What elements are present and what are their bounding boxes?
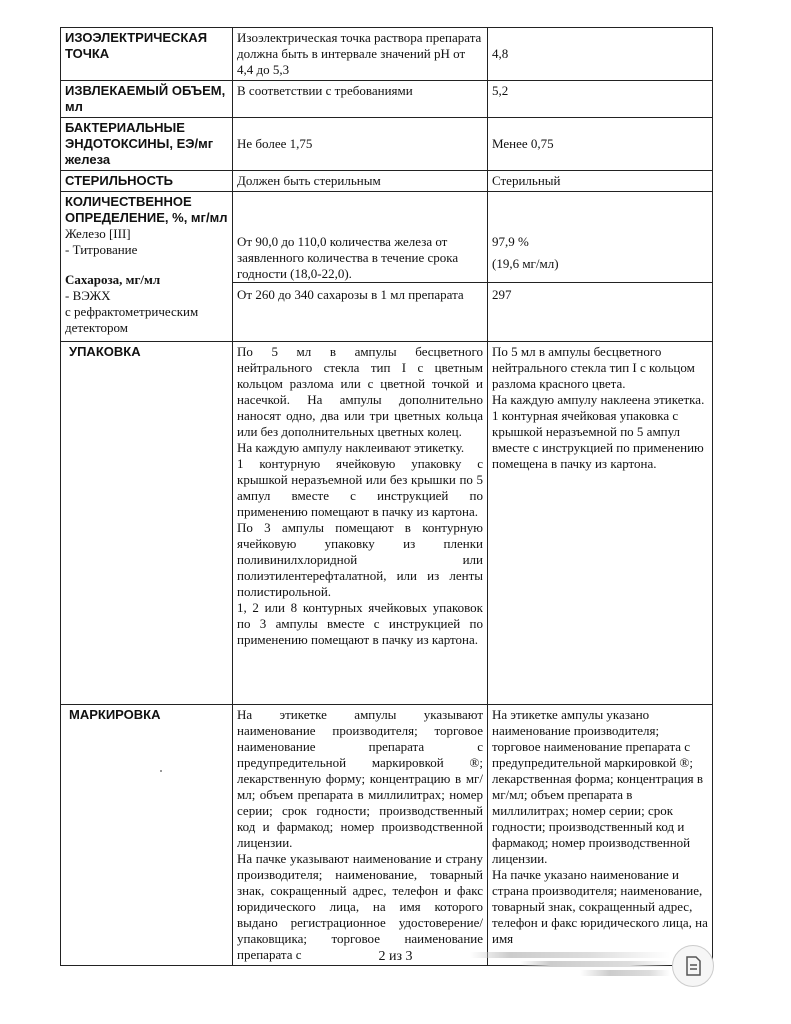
packaging-req-paragraph: 1 контурную ячейковую упаковку с крышкой неразъемной или без крышки по 5 ампул вместе с инструкцией по применению помещают в пачку из картона. [237, 456, 483, 519]
marking-req-paragraph: На пачке указывают наименование и страну производителя; наименование, товарный знак, сокращенный адрес, телефон и факс юридического лица, на имя которого выдано регистрационное удостоверение/упаковщика; торговое наименование препарата с [237, 851, 483, 962]
param-name: ИЗВЛЕКАЕМЫЙ ОБЪЕМ, мл [61, 81, 233, 118]
marking-res-paragraph: На пачке указано наименование и страна производителя; наименование, товарный знак, сокращенный адрес, телефон и факс юридического лица, на имя [492, 867, 708, 946]
param-name [61, 192, 233, 342]
requirement-cell: В соответствии с требованиями [233, 81, 488, 118]
result-cell [488, 342, 713, 705]
packaging-req-paragraph: По 3 ампулы помещают в контурную ячейковую упаковку из пленки поливинилхлоридной или полиэтилентерефталатной, или из ленты полистирольной. [237, 520, 483, 599]
marking-res-paragraph: На этикетке ампулы указано наименование производителя; торговое наименование препарата с предупредительной маркировкой ®; лекарственная форма; концентрация в мг/мл; объем препарата в миллилитрах; номер серии; срок годности; производственный код и фармакод; номер производственной лицензии. [492, 707, 704, 866]
iron-result-percent: 97,9 % [492, 234, 529, 249]
assay-title: КОЛИЧЕСТВЕННОЕ ОПРЕДЕЛЕНИЕ, %, мг/мл [65, 194, 228, 225]
sucrose-label: Сахароза, мг/мл [65, 272, 161, 287]
iron-result-mg: (19,6 мг/мл) [492, 256, 559, 271]
scan-speck [160, 770, 162, 772]
page-number: 2 из 3 [378, 949, 413, 964]
requirement-text: Не более 1,75 [237, 136, 313, 151]
requirement-cell [233, 705, 488, 966]
sucrose-method: - ВЭЖХ [65, 288, 111, 303]
result-cell [488, 118, 713, 171]
param-name: БАКТЕРИАЛЬНЫЕ ЭНДОТОКСИНЫ, ЕЭ/мг железа [61, 118, 233, 171]
marking-req-paragraph: На этикетке ампулы указывают наименование производителя; торговое наименование препарата с предупредительной маркировкой ®; лекарственную форму; концентрацию в мг/мл; объем препарата в миллилитрах; номер серии; срок годности; производственный код и фармакод; номер производственной лицензии. [237, 707, 483, 850]
result-value: Менее 0,75 [492, 136, 554, 151]
row-extractable-volume [61, 81, 713, 118]
param-name: УПАКОВКА [61, 342, 233, 705]
electronic-signature-stamp [470, 952, 670, 976]
row-marking [61, 705, 713, 966]
requirement-cell [233, 118, 488, 171]
requirement-cell [233, 192, 488, 342]
result-cell: 5,2 [488, 81, 713, 118]
row-assay [61, 192, 713, 342]
result-cell [488, 28, 713, 81]
iron-method: - Титрование [65, 242, 138, 257]
requirement-cell: Должен быть стерильным [233, 171, 488, 192]
result-value: 4,8 [492, 46, 509, 61]
packaging-res-paragraph: 1 контурная ячейковая упаковка с крышкой неразъемной по 5 ампул вместе с инструкцией по применению помещена в пачку из картона. [492, 408, 704, 471]
packaging-req-paragraph: На каждую ампулу наклеивают этикетку. [237, 440, 465, 455]
iron-requirement: От 90,0 до 110,0 количества железа от заявленного количества в течение срока годности (18,0-22,0). [233, 232, 487, 283]
row-packaging [61, 342, 713, 705]
result-cell: Стерильный [488, 171, 713, 192]
packaging-res-paragraph: На каждую ампулу наклеена этикетка. [492, 392, 705, 407]
result-cell [488, 192, 713, 342]
param-name: ИЗОЭЛЕКТРИЧЕСКАЯ ТОЧКА [61, 28, 233, 81]
row-sterility [61, 171, 713, 192]
packaging-res-paragraph: По 5 мл в ампулы бесцветного нейтрального стекла тип I с кольцом разлома красного цвета. [492, 344, 695, 391]
sucrose-detector: с рефрактометрическим детектором [65, 304, 199, 335]
sucrose-result: 297 [492, 287, 512, 302]
param-name: МАРКИРОВКА [61, 705, 233, 966]
result-cell [488, 705, 713, 966]
specification-table [60, 27, 713, 966]
requirement-cell [233, 342, 488, 705]
param-name: СТЕРИЛЬНОСТЬ [61, 171, 233, 192]
row-endotoxins [61, 118, 713, 171]
sucrose-requirement: От 260 до 340 сахарозы в 1 мл препарата [237, 287, 464, 302]
packaging-req-paragraph: По 5 мл в ампулы бесцветного нейтрального стекла тип I с цветным кольцом разлома или с цветной точкой и насечкой. На ампулы дополнительно наносят одно, два или три цветных кольца или без дополнительных цветных колец. [237, 344, 483, 439]
requirement-cell: Изоэлектрическая точка раствора препарата должна быть в интервале значений pH от 4,4 до 5,3 [233, 28, 488, 81]
document-icon [672, 945, 714, 987]
row-isoelectric-point [61, 28, 713, 81]
packaging-req-paragraph: 1, 2 или 8 контурных ячейковых упаковок по 3 ампулы вместе с инструкцией по применению помещают в пачку из картона. [237, 600, 483, 647]
iron-label: Железо [III] [65, 226, 131, 241]
